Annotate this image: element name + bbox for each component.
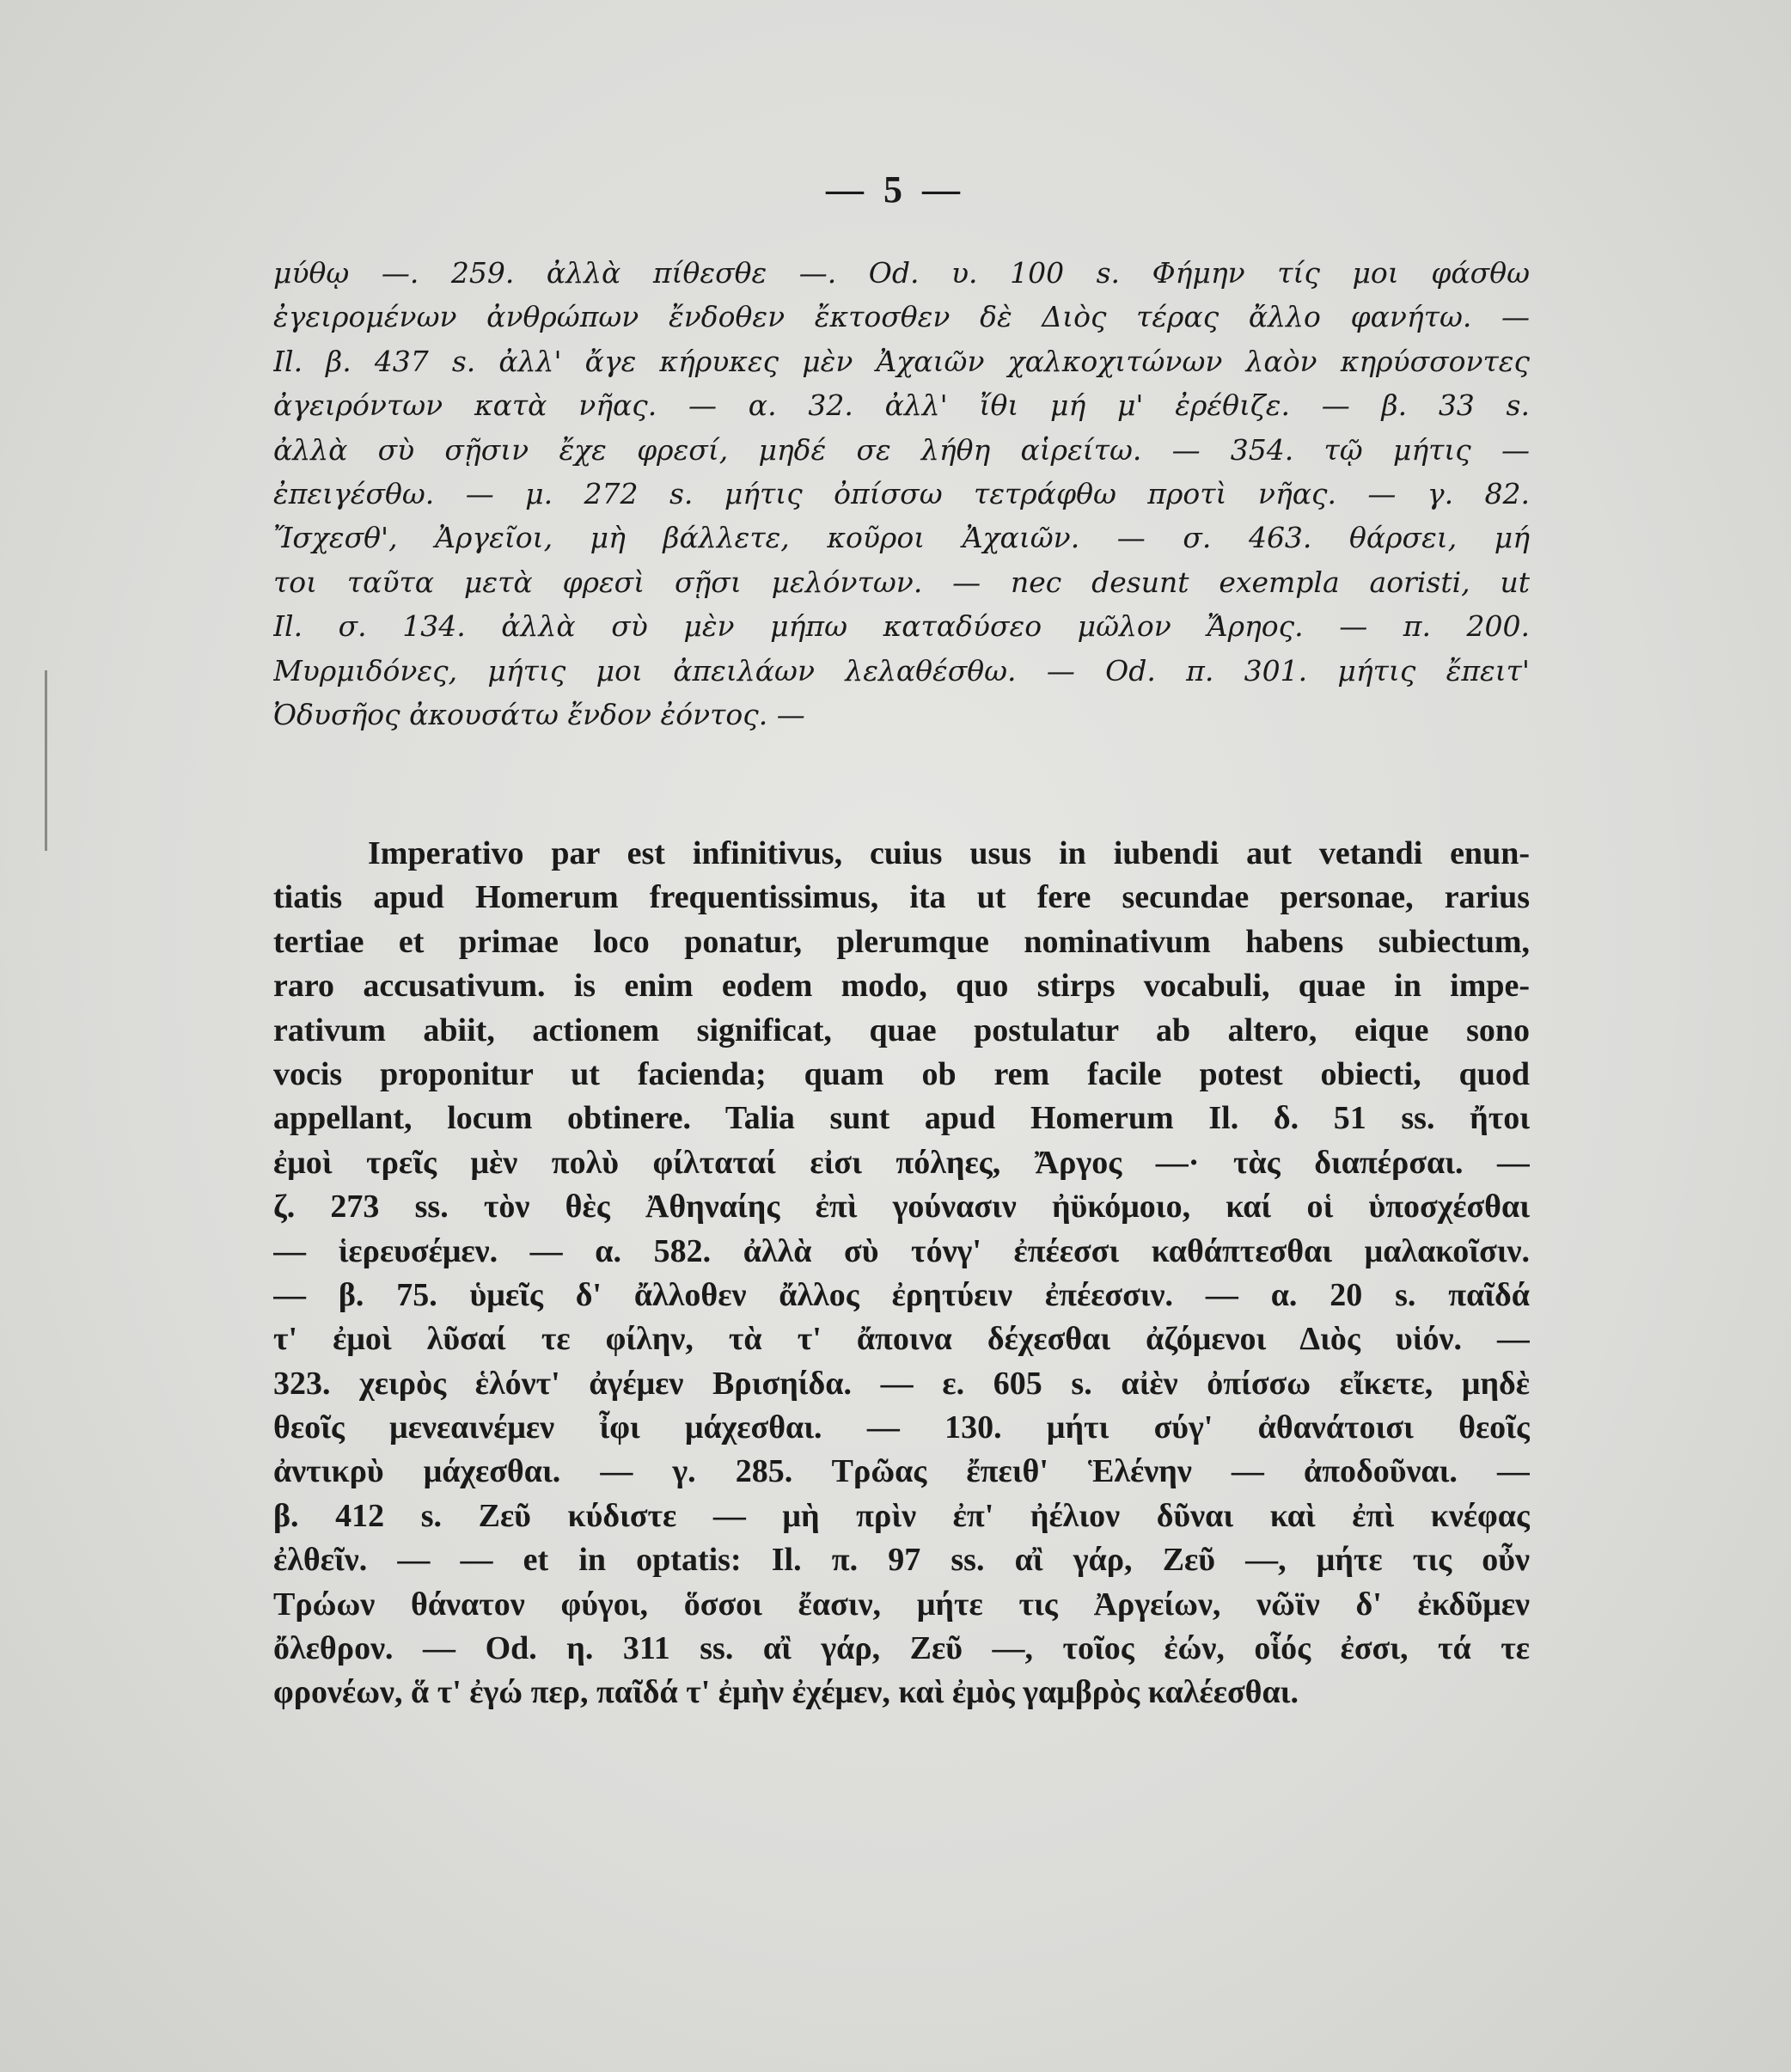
text-line: rativum abiit, actionem significat, quae postulatur ab altero, eique sono xyxy=(273,1012,1530,1048)
text-line: — ἱερευσέμεν. — α. 582. ἀλλὰ σὺ τόνγ' ἐπέεσσι καθάπτεσθαι μαλακοῖσιν. xyxy=(273,1232,1530,1269)
greek-examples-paragraph xyxy=(273,251,1530,737)
text-line: θεοῖς μενεαινέμεν ἶφι μάχεσθαι. — 130. μήτι σύγ' ἀθανάτοισι θεοῖς xyxy=(273,1409,1530,1446)
left-margin-mark xyxy=(45,670,47,851)
text-line: Ἴσχεσθ', Ἀργεῖοι, μὴ βάλλετε, κοῦροι Ἀχαιῶν. — σ. 463. θάρσει, μή xyxy=(273,521,1530,555)
text-line: ἀγειρόντων κατὰ νῆας. — α. 32. ἀλλ' ἴθι μή μ' ἐρέθιζε. — β. 33 s. xyxy=(273,388,1530,423)
text-line: ἐλθεῖν. — — et in optatis: Il. π. 97 ss. αἲ γάρ, Ζεῦ —, μήτε τις οὖν xyxy=(273,1542,1530,1579)
text-line: Ὀδυσῆος ἀκουσάτω ἔνδον ἐόντος. — xyxy=(273,697,805,731)
text-line: tiatis apud Homerum frequentissimus, ita ut fere secundae personae, rarius xyxy=(273,879,1530,916)
text-line: ἐπειγέσθω. — μ. 272 s. μήτις ὀπίσσω τετράφθω προτὶ νῆας. — γ. 82. xyxy=(273,476,1530,510)
text-line: — β. 75. ὑμεῖς δ' ἄλλοθεν ἄλλος ἐρητύειν ἐπέεσσιν. — α. 20 s. παῖδά xyxy=(273,1276,1530,1313)
text-line: 323. χειρὸς ἑλόντ' ἀγέμεν Βρισηίδα. — ε. 605 s. αἰὲν ὀπίσσω εἴκετε, μηδὲ xyxy=(273,1365,1530,1402)
text-line: β. 412 s. Ζεῦ κύδιστε — μὴ πρὶν ἐπ' ἠέλιον δῦναι καὶ ἐπὶ κνέφας xyxy=(273,1497,1530,1534)
page-number: — 5 — xyxy=(826,168,965,211)
text-line: μύθῳ —. 259. ἀλλὰ πίθεσθε —. Od. υ. 100 s. Φήμην τίς μοι φάσθω xyxy=(273,256,1530,290)
text-line: ἀντικρὺ μάχεσθαι. — γ. 285. Τρῶας ἔπειθ' Ἑλένην — ἀποδοῦναι. — xyxy=(273,1453,1530,1490)
text-line: φρονέων, ἅ τ' ἐγώ περ, παῖδά τ' ἐμὴν ἐχέμεν, καὶ ἐμὸς γαμβρὸς καλέεσθαι. xyxy=(273,1674,1299,1711)
text-line: Il. σ. 134. ἀλλὰ σὺ μὲν μήπω καταδύσεο μῶλον Ἄρηος. — π. 200. xyxy=(273,609,1530,644)
text-line: ἐμοὶ τρεῖς μὲν πολὺ φίλταταί εἰσι πόληες, Ἄργος —· τὰς διαπέρσαι. — xyxy=(273,1144,1530,1181)
text-line: raro accusativum. is enim eodem modo, quo stirps vocabuli, quae in impe- xyxy=(273,968,1530,1005)
text-line: ζ. 273 ss. τὸν θὲς Ἀθηναίης ἐπὶ γούνασιν ἠϋκόμοιο, καί οἱ ὑποσχέσθαι xyxy=(273,1189,1530,1225)
text-line: τ' ἐμοὶ λῦσαί τε φίλην, τὰ τ' ἄποινα δέχεσθαι ἀζόμενοι Διὸς υἱόν. — xyxy=(273,1321,1530,1358)
text-line: vocis proponitur ut facienda; quam ob rem facile potest obiecti, quod xyxy=(273,1055,1530,1092)
text-line: Τρώων θάνατον φύγοι, ὅσσοι ἔασιν, μήτε τις Ἀργείων, νῶϊν δ' ἐκδῦμεν xyxy=(273,1586,1530,1623)
text-line: Il. β. 437 s. ἀλλ' ἄγε κήρυκες μὲν Ἀχαιῶν χαλκοχιτώνων λαὸν κηρύσσοντες xyxy=(273,344,1530,378)
text-line: ἀλλὰ σὺ σῇσιν ἔχε φρεσί, μηδέ σε λήθη αἱρείτω. — 354. τῷ μήτις — xyxy=(273,432,1530,467)
text-line: tertiae et primae loco ponatur, plerumque nominativum habens subiectum, xyxy=(273,923,1530,960)
text-line: ὄλεθρον. — Od. η. 311 ss. αἲ γάρ, Ζεῦ —, τοῖος ἐών, οἷός ἐσσι, τά τε xyxy=(273,1630,1530,1667)
text-line: Μυρμιδόνες, μήτις μοι ἀπειλάων λελαθέσθω. — Od. π. 301. μήτις ἔπειτ' xyxy=(273,653,1530,688)
text-line: ἐγειρομένων ἀνθρώπων ἔνδοθεν ἔκτοσθεν δὲ Διὸς τέρας ἄλλο φανήτω. — xyxy=(273,300,1530,334)
imperative-infinitive-paragraph xyxy=(273,832,1530,1715)
text-line: Imperativo par est infinitivus, cuius usus in iubendi aut vetandi enun- xyxy=(368,835,1530,871)
text-line: appellant, locum obtinere. Talia sunt apud Homerum Il. δ. 51 ss. ἤτοι xyxy=(273,1100,1530,1137)
text-line: τοι ταῦτα μετὰ φρεσὶ σῇσι μελόντων. — nec desunt exempla aoristi, ut xyxy=(273,565,1530,599)
